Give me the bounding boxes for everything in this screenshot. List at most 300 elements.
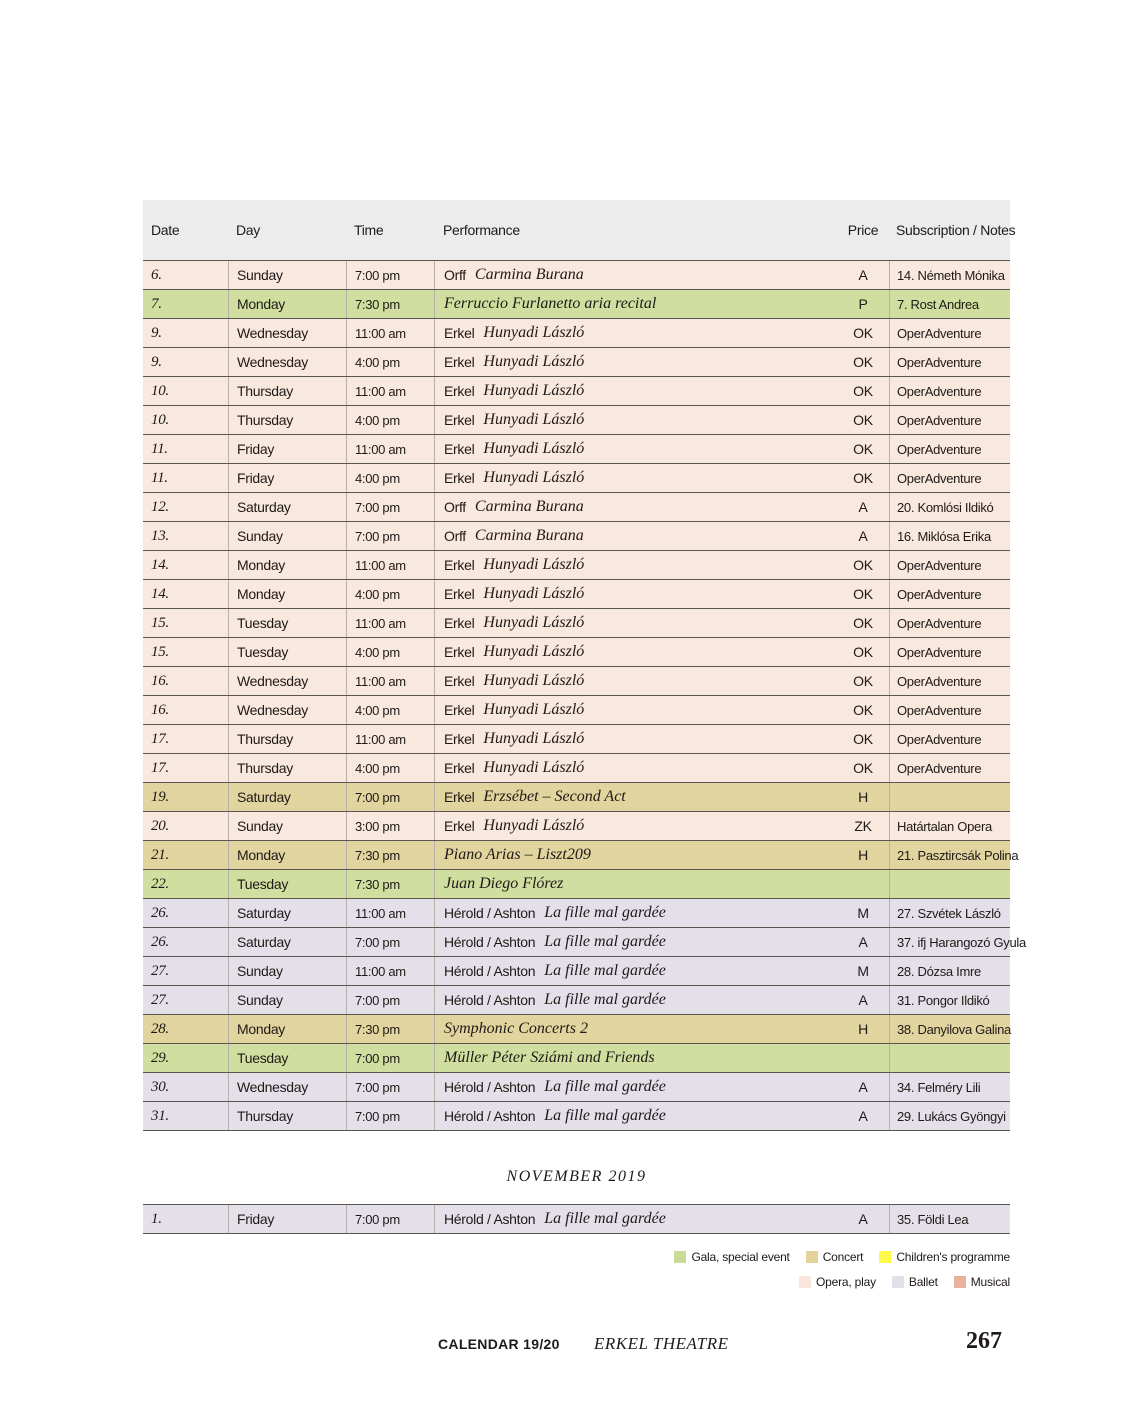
row-day: Monday [228, 841, 346, 869]
row-time: 7:00 pm [346, 261, 434, 289]
row-date: 12. [151, 498, 169, 515]
row-day: Wednesday [228, 667, 346, 695]
table-row [143, 377, 1010, 406]
row-day: Thursday [228, 406, 346, 434]
row-title: Hunyadi László [483, 353, 585, 370]
row-date: 26. [151, 904, 169, 921]
row-notes: OperAdventure [889, 406, 1010, 434]
row-composer: Erkel [444, 731, 475, 747]
row-composer: Erkel [444, 702, 475, 718]
page-footer [0, 1328, 1123, 1358]
row-price: OK [853, 470, 873, 486]
row-time: 11:00 am [346, 551, 434, 579]
row-composer: Erkel [444, 818, 475, 834]
row-time: 4:00 pm [346, 580, 434, 608]
table-row [143, 261, 1010, 290]
table-row [143, 754, 1010, 783]
row-notes: OperAdventure [889, 754, 1010, 782]
legend-item [806, 1250, 864, 1264]
table-row [143, 348, 1010, 377]
row-composer: Hérold / Ashton [444, 1079, 536, 1095]
row-title: Hunyadi László [483, 730, 585, 747]
table-row [143, 319, 1010, 348]
row-time: 11:00 am [346, 667, 434, 695]
row-time: 4:00 pm [346, 696, 434, 724]
row-title: Piano Arias – Liszt209 [444, 846, 591, 863]
row-composer: Hérold / Ashton [444, 992, 536, 1008]
row-day: Sunday [228, 261, 346, 289]
row-title: La fille mal gardée [544, 904, 666, 921]
row-price: OK [853, 557, 873, 573]
row-notes: OperAdventure [889, 319, 1010, 347]
row-performance [434, 406, 837, 434]
row-price: A [858, 499, 868, 515]
row-composer: Hérold / Ashton [444, 1211, 536, 1227]
row-time: 11:00 am [346, 725, 434, 753]
row-performance [434, 1205, 837, 1233]
row-day: Sunday [228, 812, 346, 840]
row-notes: 20. Komlósi Ildikó [889, 493, 1010, 521]
row-title: Hunyadi László [483, 759, 585, 776]
table-row [143, 1044, 1010, 1073]
footer-theatre: ERKEL THEATRE [594, 1334, 729, 1353]
row-notes: 38. Danyilova Galina [889, 1015, 1010, 1043]
row-performance [434, 899, 837, 927]
row-date: 30. [151, 1078, 169, 1095]
table-row [143, 870, 1010, 899]
row-performance [434, 841, 837, 869]
row-date: 22. [151, 875, 169, 892]
row-date: 16. [151, 701, 169, 718]
table-row [143, 1205, 1010, 1234]
row-notes [889, 870, 1010, 898]
row-date: 9. [151, 353, 162, 370]
row-price: OK [853, 644, 873, 660]
table-row [143, 406, 1010, 435]
row-day: Saturday [228, 899, 346, 927]
row-title: Hunyadi László [483, 585, 585, 602]
category-legend [590, 1244, 1010, 1294]
row-performance [434, 957, 837, 985]
row-composer: Erkel [444, 441, 475, 457]
row-price: OK [853, 354, 873, 370]
row-price: H [858, 789, 868, 805]
row-notes: 27. Szvétek László [889, 899, 1010, 927]
legend-label: Gala, special event [691, 1249, 790, 1264]
row-day: Sunday [228, 522, 346, 550]
row-composer: Erkel [444, 325, 475, 341]
row-performance [434, 522, 837, 550]
row-notes: OperAdventure [889, 348, 1010, 376]
row-time: 7:00 pm [346, 522, 434, 550]
legend-item [799, 1275, 876, 1289]
header-notes: Subscription / Notes [896, 222, 1016, 238]
table-row [143, 493, 1010, 522]
row-time: 11:00 am [346, 957, 434, 985]
month-heading: NOVEMBER 2019 [506, 1168, 647, 1185]
row-performance [434, 667, 837, 695]
row-performance [434, 1044, 837, 1072]
row-date: 10. [151, 411, 169, 428]
table-row [143, 580, 1010, 609]
row-title: Hunyadi László [483, 556, 585, 573]
row-date: 28. [151, 1020, 169, 1037]
legend-row [590, 1269, 1010, 1294]
row-price: A [858, 1079, 868, 1095]
row-day: Monday [228, 290, 346, 318]
row-performance [434, 1102, 837, 1130]
row-price: OK [853, 586, 873, 602]
row-notes: Határtalan Opera [889, 812, 1010, 840]
table-row [143, 725, 1010, 754]
row-day: Tuesday [228, 638, 346, 666]
row-performance [434, 928, 837, 956]
row-day: Saturday [228, 928, 346, 956]
row-performance [434, 580, 837, 608]
row-performance [434, 261, 837, 289]
table-row [143, 957, 1010, 986]
row-day: Thursday [228, 725, 346, 753]
legend-swatch [879, 1251, 891, 1263]
row-time: 7:00 pm [346, 783, 434, 811]
table-row [143, 609, 1010, 638]
row-title: Carmina Burana [474, 498, 584, 515]
row-notes [889, 783, 1010, 811]
row-notes: OperAdventure [889, 609, 1010, 637]
row-title: Hunyadi László [483, 817, 585, 834]
row-notes: 7. Rost Andrea [889, 290, 1010, 318]
row-time: 7:00 pm [346, 493, 434, 521]
row-price: A [858, 992, 868, 1008]
november-table [143, 1204, 1010, 1234]
row-time: 11:00 am [346, 319, 434, 347]
row-date: 16. [151, 672, 169, 689]
row-date: 10. [151, 382, 169, 399]
row-time: 11:00 am [346, 435, 434, 463]
row-price: OK [853, 760, 873, 776]
row-time: 4:00 pm [346, 638, 434, 666]
row-price: P [858, 296, 868, 312]
row-price: OK [853, 731, 873, 747]
legend-item [892, 1275, 938, 1289]
row-time: 4:00 pm [346, 406, 434, 434]
row-notes: OperAdventure [889, 667, 1010, 695]
table-row [143, 899, 1010, 928]
row-performance [434, 551, 837, 579]
row-title: La fille mal gardée [544, 933, 666, 950]
row-performance [434, 1073, 837, 1101]
row-performance [434, 638, 837, 666]
row-day: Monday [228, 551, 346, 579]
row-composer: Erkel [444, 412, 475, 428]
row-date: 27. [151, 991, 169, 1008]
row-price: H [858, 847, 868, 863]
row-title: Hunyadi László [483, 614, 585, 631]
row-time: 4:00 pm [346, 754, 434, 782]
row-composer: Erkel [444, 586, 475, 602]
row-time: 4:00 pm [346, 464, 434, 492]
row-time: 7:00 pm [346, 1205, 434, 1233]
table-row [143, 464, 1010, 493]
row-price: OK [853, 325, 873, 341]
row-day: Friday [228, 1205, 346, 1233]
row-title: Juan Diego Flórez [444, 875, 564, 892]
row-day: Tuesday [228, 1044, 346, 1072]
row-day: Sunday [228, 986, 346, 1014]
row-day: Wednesday [228, 696, 346, 724]
row-day: Friday [228, 435, 346, 463]
row-time: 7:00 pm [346, 1073, 434, 1101]
row-day: Thursday [228, 1102, 346, 1130]
page-number: 267 [966, 1328, 1002, 1354]
row-performance [434, 464, 837, 492]
row-performance [434, 319, 837, 347]
row-day: Friday [228, 464, 346, 492]
table-row [143, 638, 1010, 667]
row-title: Erzsébet – Second Act [483, 788, 626, 805]
row-title: Hunyadi László [483, 701, 585, 718]
row-price: A [858, 267, 868, 283]
row-time: 7:30 pm [346, 1015, 434, 1043]
row-price: OK [853, 702, 873, 718]
row-time: 7:30 pm [346, 290, 434, 318]
row-time: 7:00 pm [346, 1102, 434, 1130]
row-title: La fille mal gardée [544, 1210, 666, 1227]
row-time: 11:00 am [346, 377, 434, 405]
row-day: Thursday [228, 377, 346, 405]
row-date: 14. [151, 556, 169, 573]
row-notes: OperAdventure [889, 435, 1010, 463]
row-date: 29. [151, 1049, 169, 1066]
row-time: 7:00 pm [346, 928, 434, 956]
row-day: Wednesday [228, 1073, 346, 1101]
table-row [143, 551, 1010, 580]
row-price [837, 870, 889, 898]
row-day: Monday [228, 580, 346, 608]
row-performance [434, 435, 837, 463]
row-notes: 31. Pongor Ildikó [889, 986, 1010, 1014]
row-time: 7:00 pm [346, 1044, 434, 1072]
row-composer: Erkel [444, 673, 475, 689]
row-price: M [857, 963, 869, 979]
table-row [143, 667, 1010, 696]
table-row [143, 435, 1010, 464]
row-date: 20. [151, 817, 169, 834]
legend-label: Musical [970, 1274, 1010, 1289]
table-row [143, 1015, 1010, 1044]
row-date: 11. [151, 469, 168, 486]
row-composer: Erkel [444, 760, 475, 776]
row-composer: Erkel [444, 354, 475, 370]
row-price: A [858, 528, 868, 544]
row-title: Hunyadi László [483, 324, 585, 341]
row-performance [434, 1015, 837, 1043]
row-day: Wednesday [228, 348, 346, 376]
row-composer: Erkel [444, 615, 475, 631]
row-notes: 14. Németh Mónika [889, 261, 1010, 289]
row-composer: Erkel [444, 789, 475, 805]
row-date: 27. [151, 962, 169, 979]
row-date: 15. [151, 614, 169, 631]
row-day: Saturday [228, 783, 346, 811]
row-price: OK [853, 412, 873, 428]
row-date: 19. [151, 788, 169, 805]
row-price [837, 1044, 889, 1072]
row-composer: Hérold / Ashton [444, 1108, 536, 1124]
legend-label: Ballet [908, 1274, 938, 1289]
legend-label: Concert [822, 1249, 864, 1264]
row-composer: Erkel [444, 470, 475, 486]
row-notes: 21. Pasztircsák Polina [889, 841, 1010, 869]
row-title: Müller Péter Sziámi and Friends [444, 1049, 655, 1066]
row-title: Ferruccio Furlanetto aria recital [444, 295, 657, 312]
legend-item [954, 1275, 1010, 1289]
row-time: 3:00 pm [346, 812, 434, 840]
row-day: Thursday [228, 754, 346, 782]
row-notes: OperAdventure [889, 580, 1010, 608]
legend-item [674, 1250, 789, 1264]
row-notes: OperAdventure [889, 696, 1010, 724]
table-row [143, 522, 1010, 551]
row-title: La fille mal gardée [544, 962, 666, 979]
row-date: 26. [151, 933, 169, 950]
legend-swatch [799, 1276, 811, 1288]
row-performance [434, 783, 837, 811]
footer-calendar: CALENDAR 19/20 [438, 1336, 560, 1352]
row-date: 9. [151, 324, 162, 341]
row-composer: Hérold / Ashton [444, 963, 536, 979]
header-performance: Performance [443, 222, 520, 238]
header-price: Price [847, 222, 879, 238]
row-date: 14. [151, 585, 169, 602]
row-performance [434, 493, 837, 521]
legend-item [879, 1250, 1010, 1264]
table-row [143, 1102, 1010, 1131]
row-price: A [858, 1108, 868, 1124]
row-performance [434, 754, 837, 782]
table-row [143, 696, 1010, 725]
row-price: H [858, 1021, 868, 1037]
row-performance [434, 290, 837, 318]
row-notes: 34. Felméry Lili [889, 1073, 1010, 1101]
row-date: 1. [151, 1210, 162, 1227]
row-composer: Hérold / Ashton [444, 934, 536, 950]
row-day: Monday [228, 1015, 346, 1043]
table-row [143, 1073, 1010, 1102]
row-day: Sunday [228, 957, 346, 985]
row-composer: Orff [444, 528, 466, 544]
row-time: 7:00 pm [346, 986, 434, 1014]
row-notes: OperAdventure [889, 725, 1010, 753]
row-title: La fille mal gardée [544, 1078, 666, 1095]
legend-swatch [674, 1251, 686, 1263]
row-title: Hunyadi László [483, 672, 585, 689]
table-row [143, 841, 1019, 870]
row-title: Carmina Burana [474, 527, 584, 544]
row-date: 17. [151, 759, 169, 776]
row-date: 21. [151, 846, 169, 863]
row-notes: OperAdventure [889, 377, 1010, 405]
row-title: Hunyadi László [483, 382, 585, 399]
row-notes: 28. Dózsa Imre [889, 957, 1010, 985]
row-price: A [858, 1211, 868, 1227]
legend-label: Children's programme [896, 1249, 1010, 1264]
row-time: 11:00 am [346, 899, 434, 927]
row-time: 7:30 pm [346, 841, 434, 869]
header-day: Day [236, 222, 260, 238]
row-date: 17. [151, 730, 169, 747]
header-time: Time [354, 222, 384, 238]
row-date: 13. [151, 527, 169, 544]
row-time: 11:00 am [346, 609, 434, 637]
row-time: 7:30 pm [346, 870, 434, 898]
row-notes: OperAdventure [889, 638, 1010, 666]
row-day: Saturday [228, 493, 346, 521]
row-notes [889, 1044, 1010, 1072]
row-price: ZK [854, 818, 872, 834]
row-price: M [857, 905, 869, 921]
row-composer: Hérold / Ashton [444, 905, 536, 921]
row-title: Hunyadi László [483, 411, 585, 428]
row-title: Symphonic Concerts 2 [444, 1020, 588, 1037]
table-row [143, 986, 1010, 1015]
row-date: 7. [151, 295, 162, 312]
row-composer: Erkel [444, 383, 475, 399]
row-title: Hunyadi László [483, 643, 585, 660]
row-price: OK [853, 615, 873, 631]
legend-swatch [806, 1251, 818, 1263]
schedule-table [143, 200, 1026, 1131]
legend-swatch [892, 1276, 904, 1288]
row-performance [434, 725, 837, 753]
header-date: Date [151, 222, 180, 238]
legend-row [590, 1244, 1010, 1269]
row-composer: Erkel [444, 557, 475, 573]
row-date: 31. [151, 1107, 169, 1124]
row-notes: OperAdventure [889, 464, 1010, 492]
row-title: La fille mal gardée [544, 1107, 666, 1124]
row-date: 11. [151, 440, 168, 457]
legend-swatch [954, 1276, 966, 1288]
row-performance [434, 348, 837, 376]
row-date: 6. [151, 266, 162, 283]
row-day: Tuesday [228, 609, 346, 637]
row-composer: Erkel [444, 644, 475, 660]
november-table-body [143, 1205, 1010, 1234]
table-header [143, 200, 1016, 261]
row-price: OK [853, 673, 873, 689]
table-row [143, 812, 1010, 841]
row-title: La fille mal gardée [544, 991, 666, 1008]
row-notes: OperAdventure [889, 551, 1010, 579]
table-body [143, 261, 1026, 1131]
row-performance [434, 812, 837, 840]
row-performance [434, 986, 837, 1014]
row-performance [434, 870, 837, 898]
row-notes: 37. ifj Harangozó Gyula [889, 928, 1010, 956]
table-row [143, 928, 1026, 957]
row-date: 15. [151, 643, 169, 660]
row-notes: 35. Földi Lea [889, 1205, 1010, 1233]
row-notes: 29. Lukács Gyöngyi [889, 1102, 1010, 1130]
row-title: Hunyadi László [483, 440, 585, 457]
row-notes: 16. Miklósa Erika [889, 522, 1010, 550]
row-performance [434, 696, 837, 724]
row-price: A [858, 934, 868, 950]
row-day: Tuesday [228, 870, 346, 898]
row-performance [434, 377, 837, 405]
table-row [143, 290, 1010, 319]
